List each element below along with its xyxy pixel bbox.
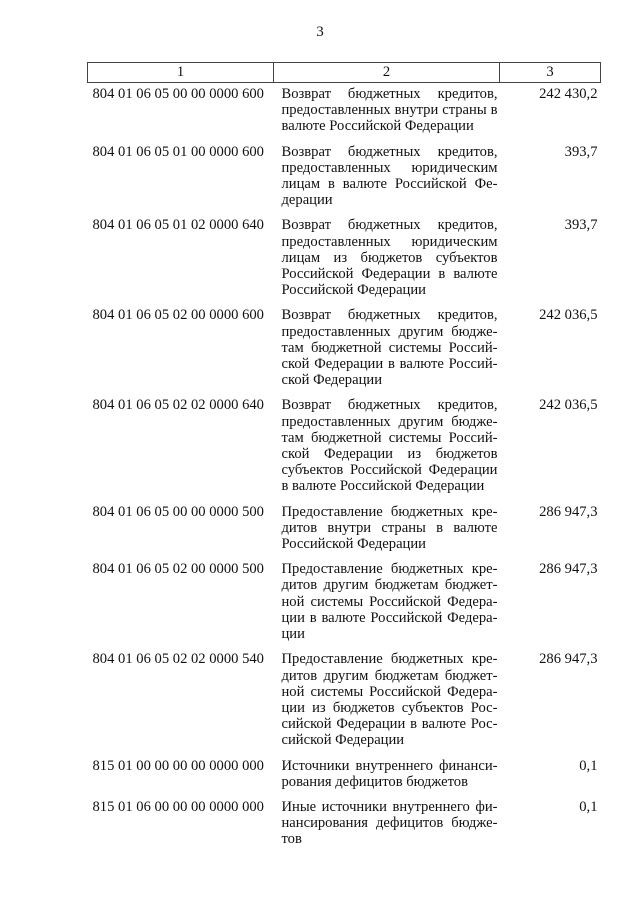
source-name-line: дерации — [281, 192, 333, 209]
source-name-line: Возврат бюджетных кредитов, — [281, 86, 498, 102]
source-name-line: лицам в валюте Российской Фе- — [281, 176, 498, 193]
budget-classification-code: 815 01 00 00 00 00 0000 000 — [92, 757, 264, 774]
page-number: 3 — [316, 24, 324, 40]
amount-value: 286 947,3 — [539, 651, 598, 668]
source-name-line: сийской Федерации — [281, 732, 405, 749]
source-name-line: предоставленных другим бюдже- — [281, 323, 498, 340]
budget-classification-code: 804 01 06 05 02 02 0000 540 — [92, 651, 264, 668]
source-name-line: предоставленных юридическим — [281, 159, 498, 176]
column-header-code: 1 — [88, 63, 274, 83]
budget-classification-code: 804 01 06 05 02 02 0000 640 — [92, 397, 264, 414]
table-row — [88, 558, 601, 642]
amount-value: 0,1 — [579, 798, 598, 815]
source-name-line: ной системы Российской Федера- — [281, 593, 498, 610]
source-name-line: Источники внутреннего финанси- — [281, 757, 498, 774]
budget-classification-code: 815 01 06 00 00 00 0000 000 — [92, 798, 264, 815]
source-name — [274, 214, 500, 298]
source-name-line: дитов другим бюджетам бюджет- — [281, 667, 498, 684]
source-name — [274, 648, 500, 748]
source-name-line: предоставленных другим бюдже- — [281, 413, 498, 430]
budget-classification-code: 804 01 06 05 00 00 0000 500 — [92, 503, 264, 520]
table-body — [88, 83, 601, 854]
source-name — [274, 501, 500, 553]
source-name-line: ской Федерации — [281, 372, 383, 389]
amount-value: 286 947,3 — [539, 561, 598, 578]
source-name-line: нансирования дефицитов бюдже- — [281, 815, 498, 832]
source-name — [274, 394, 500, 494]
source-name-line: предоставленных внутри страны в — [281, 102, 498, 119]
source-name-line: Предоставление бюджетных кре- — [281, 651, 498, 668]
source-name-line: ской Федерации в валюте Россий- — [281, 356, 498, 373]
source-name-line: Возврат бюджетных кредитов, — [281, 217, 498, 234]
source-name-line: Предоставление бюджетных кре- — [281, 561, 498, 578]
source-name-line: Российской Федерации — [281, 282, 426, 299]
amount-value: 242 036,5 — [539, 397, 598, 414]
amount-value: 0,1 — [579, 757, 598, 774]
budget-sources-table — [87, 62, 601, 854]
table-row — [88, 141, 601, 209]
source-name-line: дитов внутри страны в валюте — [281, 519, 498, 536]
column-header-name: 2 — [274, 63, 500, 83]
column-header-amount: 3 — [500, 63, 601, 83]
source-name-line: рования дефицитов бюджетов — [281, 773, 468, 790]
budget-classification-code: 804 01 06 05 01 02 0000 640 — [92, 217, 264, 234]
table-row — [88, 83, 601, 135]
source-name-line: Возврат бюджетных кредитов, — [281, 307, 498, 324]
source-name-line: Предоставление бюджетных кре- — [281, 503, 498, 520]
table-header-row — [88, 63, 601, 83]
row-spacer — [88, 848, 601, 854]
table-row — [88, 648, 601, 748]
budget-classification-code: 804 01 06 05 01 00 0000 600 — [92, 143, 264, 160]
amount-value: 286 947,3 — [539, 503, 598, 520]
source-name-line: там бюджетной системы Россий- — [281, 339, 498, 356]
source-name-line: ции — [281, 626, 305, 643]
source-name — [274, 796, 500, 848]
source-name-line: тов — [281, 831, 302, 848]
table-header — [88, 63, 601, 83]
source-name-line: Российской Федерации — [281, 536, 426, 553]
source-name-line: лицам из бюджетов субъектов — [281, 249, 498, 266]
amount-value: 242 036,5 — [539, 307, 598, 324]
source-name-line: ции в валюте Российской Федера- — [281, 609, 498, 626]
amount-value: 393,7 — [564, 217, 598, 234]
source-name-line: ской Федерации из бюджетов — [281, 446, 498, 463]
row-spacer-cell — [88, 848, 601, 854]
source-name — [274, 304, 500, 388]
source-name — [274, 141, 500, 209]
source-name-line: дитов другим бюджетам бюджет- — [281, 577, 498, 594]
source-name-line: там бюджетной системы Россий- — [281, 429, 498, 446]
table-row — [88, 394, 601, 494]
budget-classification-code: 804 01 06 05 00 00 0000 600 — [92, 86, 264, 102]
source-name — [274, 755, 500, 790]
source-name-line: ции из бюджетов субъектов Рос- — [281, 699, 498, 716]
source-name-line: в валюте Российской Федерации — [281, 478, 485, 495]
table-row — [88, 214, 601, 298]
amount-value: 393,7 — [564, 143, 598, 160]
source-name-line: валюте Российской Федерации — [281, 118, 474, 135]
table-row — [88, 755, 601, 790]
source-name-line: предоставленных юридическим — [281, 233, 498, 250]
budget-classification-code: 804 01 06 05 02 00 0000 500 — [92, 561, 264, 578]
source-name-line: Иные источники внутреннего фи- — [281, 798, 498, 815]
source-name — [274, 83, 500, 135]
source-name-line: Возврат бюджетных кредитов, — [281, 143, 498, 160]
source-name-line: субъектов Российской Федерации — [281, 462, 498, 479]
table-row — [88, 796, 601, 848]
amount-value: 242 430,2 — [539, 86, 598, 102]
source-name-line: сийской Федерации в валюте Рос- — [281, 716, 498, 733]
table-row — [88, 304, 601, 388]
budget-classification-code: 804 01 06 05 02 00 0000 600 — [92, 307, 264, 324]
source-name-line: Российской Федерации в валюте — [281, 266, 498, 283]
source-name-line: Возврат бюджетных кредитов, — [281, 397, 498, 414]
table-row — [88, 501, 601, 553]
source-name-line: ной системы Российской Федера- — [281, 683, 498, 700]
source-name — [274, 558, 500, 642]
